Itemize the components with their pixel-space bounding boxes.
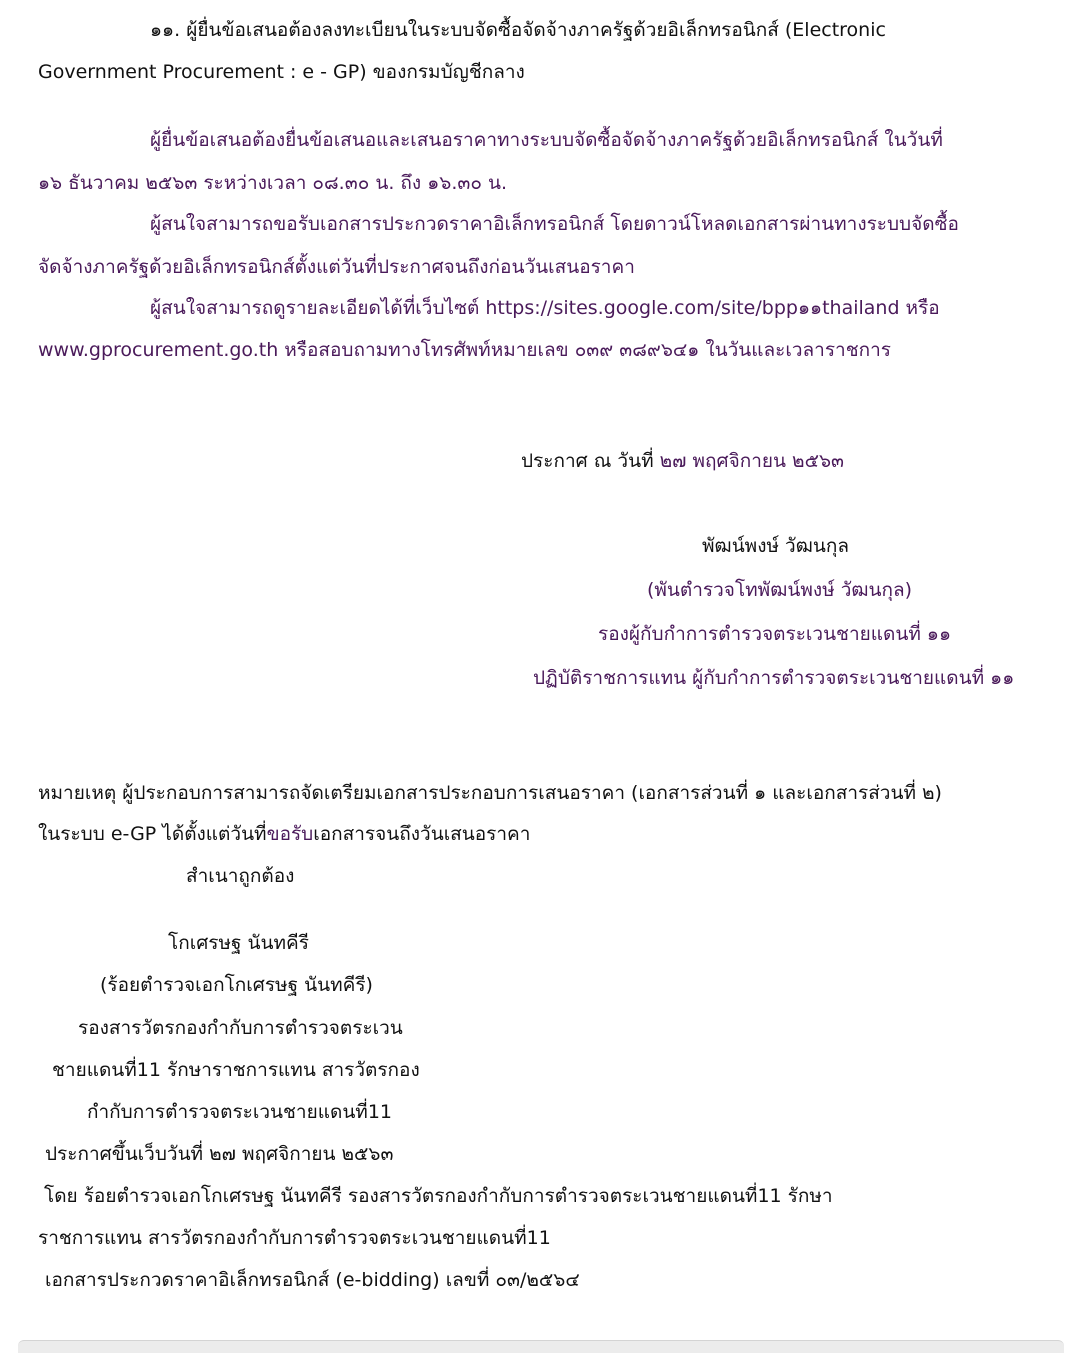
submission-line2: ๑๖ ธันวาคม ๒๕๖๓ ระหว่างเวลา ๐๘.๓๐ น. ถึง ๑๖.๓๐ น.	[38, 172, 508, 194]
signatory-name: พัฒน์พงษ์ วัฒนกุล	[702, 535, 850, 557]
posted-by-line1: โดย ร้อยตำรวจเอกโกเศรษฐ นันทคีรี รองสารวัตรกองกำกับการตำรวจตระเวนชายแดนที่11 รักษา	[44, 1185, 833, 1207]
posted-by-line2: ราชการแทน สารวัตรกองกำกับการตำรวจตระเวนชายแดนที่11	[38, 1227, 551, 1249]
note-line2-start: ในระบบ e-GP ได้ตั้งแต่วันที่	[38, 823, 267, 845]
announce-date-prefix: ประกาศ ณ วันที่	[521, 450, 654, 472]
document-number: เอกสารประกวดราคาอิเล็กทรอนิกส์ (e-bidding) เลขที่ ๐๓/๒๕๖๔	[45, 1269, 580, 1291]
signatory-acting: ปฏิบัติราชการแทน ผู้กับกำการตำรวจตระเวนชายแดนที่ ๑๑	[533, 667, 1015, 689]
note-line1: หมายเหตุ ผู้ประกอบการสามารถจัดเตรียมเอกสารประกอบการเสนอราคา (เอกสารส่วนที่ ๑ และเอกสารส่วนที่ ๒)	[38, 782, 942, 804]
download-line2: จัดจ้างภาครัฐด้วยอิเล็กทรอนิกส์ตั้งแต่วันที่ประกาศจนถึงก่อนวันเสนอราคา	[38, 256, 635, 278]
announce-date-value: ๒๗ พฤศจิกายน ๒๕๖๓	[653, 450, 844, 472]
item11-line2: Government Procurement : e - GP) ของกรมบัญชีกลาง	[38, 61, 525, 83]
download-line1: ผู้สนใจสามารถขอรับเอกสารประกวดราคาอิเล็กทรอนิกส์ โดยดาวน์โหลดเอกสารผ่านทางระบบจัดซื้อ	[150, 213, 959, 235]
note-line2	[38, 821, 530, 847]
submission-line1: ผู้ยื่นข้อเสนอต้องยื่นข้อเสนอและเสนอราคาทางระบบจัดซื้อจัดจ้างภาครัฐด้วยอิเล็กทรอนิกส์ ในวันที่	[150, 129, 943, 151]
note-line2-end: เอกสารจนถึงวันเสนอราคา	[313, 823, 531, 845]
item11-line1: ๑๑. ผู้ยื่นข้อเสนอต้องลงทะเบียนในระบบจัดซื้อจัดจ้างภาครัฐด้วยอิเล็กทรอนิกส์ (Electronic	[150, 19, 886, 41]
certifier-position-1: รองสารวัตรกองกำกับการตำรวจตระเวน	[78, 1017, 403, 1039]
signatory-full-name: (พันตำรวจโทพัฒน์พงษ์ วัฒนกุล)	[647, 579, 913, 601]
note-line2-highlight: ขอรับ	[266, 823, 314, 845]
details-line2: www.gprocurement.go.th หรือสอบถามทางโทรศัพท์หมายเลข ๐๓๙ ๓๘๙๖๔๑ ในวันและเวลาราชการ	[38, 339, 891, 361]
announce-date	[521, 448, 844, 474]
certifier-full-name: (ร้อยตำรวจเอกโกเศรษฐ นันทคีรี)	[100, 974, 373, 996]
details-line1: ผู้สนใจสามารถดูรายละเอียดได้ที่เว็บไซต์ https://sites.google.com/site/bpp๑๑thailand หรือ	[150, 297, 940, 319]
web-posted-date: ประกาศขึ้นเว็บวันที่ ๒๗ พฤศจิกายน ๒๕๖๓	[45, 1143, 394, 1165]
signatory-position: รองผู้กับกำการตำรวจตระเวนชายแดนที่ ๑๑	[598, 623, 952, 645]
certifier-name: โกเศรษฐ นันทคีรี	[168, 932, 309, 954]
bottom-edge-bar	[18, 1340, 1064, 1353]
certifier-position-2: ชายแดนที่11 รักษาราชการแทน สารวัตรกอง	[52, 1059, 420, 1081]
certifier-position-3: กำกับการตำรวจตระเวนชายแดนที่11	[87, 1101, 393, 1123]
certified-copy: สำเนาถูกต้อง	[186, 865, 295, 887]
